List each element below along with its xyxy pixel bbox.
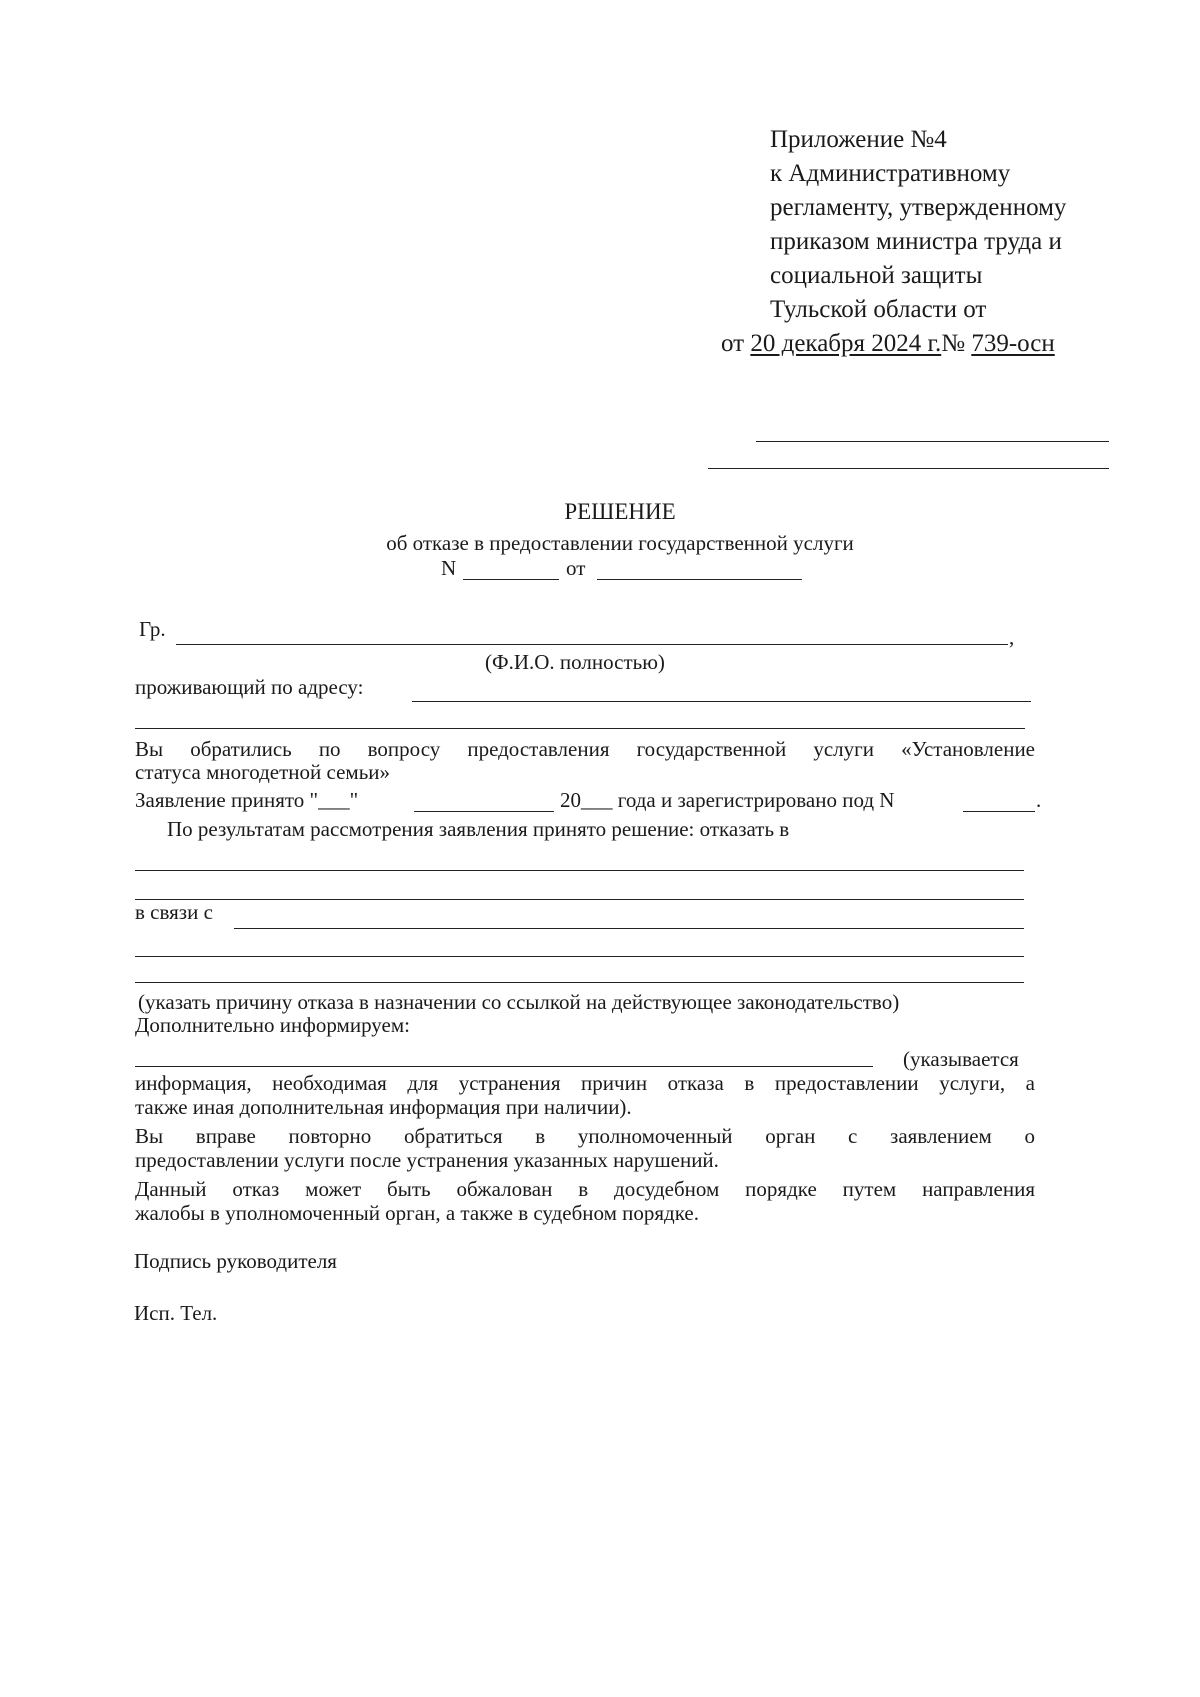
citizen-label: Гр.	[139, 617, 166, 641]
header-line-regulation: к Административному	[770, 160, 1011, 187]
result-field-2	[135, 899, 1024, 900]
document-subtitle: об отказе в предоставлении государственной услуги	[386, 531, 854, 555]
address-label: проживающий по адресу:	[135, 675, 364, 699]
reason-label: в связи с	[135, 900, 213, 924]
citizen-comma: ,	[1009, 625, 1015, 649]
header-number: 739-осн	[971, 330, 1055, 357]
reason-field-3	[135, 982, 1024, 983]
appeal-right-line-1: Данный отказ может быть обжалован в досудебном порядке путем направления	[135, 1177, 1035, 1201]
executor-label: Исп. Тел.	[134, 1301, 218, 1325]
accepted-text-part-1: Заявление принято "___"	[135, 788, 359, 812]
additional-info-field	[135, 1066, 873, 1067]
header-line-approved: регламенту, утвержденному	[770, 194, 1067, 221]
accepted-month-field	[414, 811, 554, 812]
accepted-text-part-2: 20___ года и зарегистрировано под N	[560, 788, 895, 812]
reason-hint: (указать причину отказа в назначении со ссылкой на действующее законодательство)	[138, 990, 900, 1014]
address-field-2	[135, 728, 1025, 729]
appeal-text-line-2: статуса многодетной семьи»	[135, 760, 391, 784]
reason-field-2	[135, 956, 1024, 957]
header-line-appendix: Приложение №4	[770, 126, 947, 153]
addressee-line-1	[756, 441, 1109, 442]
address-field	[412, 701, 1031, 702]
accepted-text-end: .	[1036, 788, 1042, 812]
registration-number-field	[963, 811, 1035, 812]
info-text-line-3: также иная дополнительная информация при наличии).	[135, 1095, 632, 1119]
header-date: 20 декабря 2024 г.	[750, 330, 942, 357]
reapply-text-line-1: Вы вправе повторно обратиться в уполномоченный орган с заявлением о	[135, 1124, 1035, 1148]
header-line-date-number	[721, 327, 1055, 361]
document-title: РЕШЕНИЕ	[564, 499, 676, 524]
header-line-region: Тульской области от	[770, 296, 987, 323]
fio-hint: (Ф.И.О. полностью)	[485, 650, 665, 674]
header-line-social: социальной защиты	[770, 262, 983, 289]
reapply-text-line-2: предоставлении услуги после устранения указанных нарушений.	[135, 1148, 719, 1172]
appeal-right-line-2: жалобы в уполномоченный орган, а также в судебном порядке.	[135, 1201, 699, 1225]
header-line-order: приказом министра труда и	[770, 228, 1062, 255]
decision-date-label: от	[566, 556, 586, 580]
reason-field-1	[234, 928, 1024, 929]
addressee-line-2	[708, 468, 1109, 469]
decision-date-field	[597, 579, 802, 580]
additional-info-label: Дополнительно информируем:	[135, 1013, 410, 1037]
citizen-name-field	[176, 644, 1008, 645]
appeal-text-line-1: Вы обратились по вопросу предоставления государственной услуги «Установление	[135, 737, 1035, 761]
signature-label: Подпись руководителя	[134, 1249, 337, 1273]
decision-number-field	[463, 579, 559, 580]
header-number-sign: №	[941, 330, 966, 357]
header-date-prefix: от	[721, 330, 745, 357]
result-text: По результатам рассмотрения заявления принято решение: отказать в	[167, 817, 790, 841]
decision-number-label: N	[441, 556, 457, 580]
info-hint-start: (указывается	[903, 1047, 1019, 1071]
info-text-line-2: информация, необходимая для устранения причин отказа в предоставлении услуги, а	[135, 1071, 1035, 1095]
result-field-1	[135, 870, 1024, 871]
